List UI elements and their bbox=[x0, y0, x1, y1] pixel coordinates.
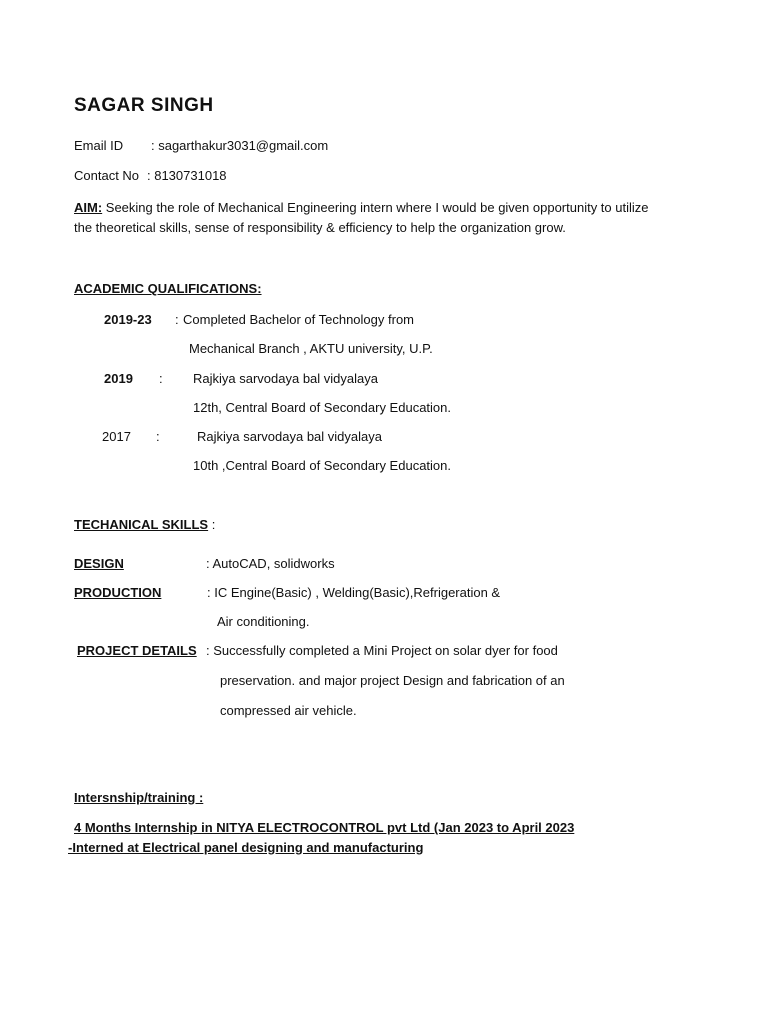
academic-separator: : bbox=[175, 312, 179, 327]
academic-detail: Rajkiya sarvodaya bal vidyalaya bbox=[197, 429, 382, 444]
production-label: PRODUCTION bbox=[74, 585, 162, 600]
project-details-value-continued: preservation. and major project Design and fabrication of an bbox=[220, 673, 565, 688]
aim-line-1 bbox=[74, 200, 649, 216]
design-label: DESIGN bbox=[74, 556, 124, 571]
production-value-continued: Air conditioning. bbox=[217, 614, 310, 629]
phone-value: : 8130731018 bbox=[147, 168, 227, 183]
skills-heading-line bbox=[74, 517, 215, 533]
academic-year: 2019-23 bbox=[104, 312, 152, 327]
academic-detail: Completed Bachelor of Technology from bbox=[183, 312, 414, 327]
internship-heading: Intersnship/training : bbox=[74, 790, 204, 805]
academic-separator: : bbox=[159, 371, 163, 386]
academic-separator: : bbox=[156, 429, 160, 444]
academic-heading: ACADEMIC QUALIFICATIONS: bbox=[74, 281, 262, 296]
project-details-label: PROJECT DETAILS bbox=[77, 643, 197, 658]
academic-detail: 12th, Central Board of Secondary Education. bbox=[193, 400, 451, 415]
design-value: : AutoCAD, solidworks bbox=[206, 556, 335, 571]
academic-detail: Rajkiya sarvodaya bal vidyalaya bbox=[193, 371, 378, 386]
academic-detail: Mechanical Branch , AKTU university, U.P. bbox=[189, 341, 433, 356]
academic-year: 2017 bbox=[102, 429, 131, 444]
project-details-value: : Successfully completed a Mini Project on solar dyer for food bbox=[206, 643, 558, 658]
internship-line: -Interned at Electrical panel designing and manufacturing bbox=[68, 840, 424, 855]
aim-label: AIM: bbox=[74, 200, 103, 215]
aim-text-1: Seeking the role of Mechanical Engineering intern where I would be given opportunity to utilize bbox=[102, 200, 649, 215]
internship-line: 4 Months Internship in NITYA ELECTROCONTROL pvt Ltd (Jan 2023 to April 2023 bbox=[74, 820, 575, 835]
skills-heading-suffix: : bbox=[208, 517, 216, 532]
email-value: : sagarthakur3031@gmail.com bbox=[151, 138, 329, 153]
production-value: : IC Engine(Basic) , Welding(Basic),Refrigeration & bbox=[207, 585, 501, 600]
skills-heading: TECHANICAL SKILLS bbox=[74, 517, 209, 532]
email-label: Email ID bbox=[74, 138, 124, 153]
project-details-value-continued: compressed air vehicle. bbox=[220, 703, 357, 718]
academic-detail: 10th ,Central Board of Secondary Education. bbox=[193, 458, 451, 473]
phone-label: Contact No bbox=[74, 168, 140, 183]
candidate-name: SAGAR SINGH bbox=[74, 95, 214, 116]
academic-year: 2019 bbox=[104, 371, 133, 386]
aim-line-2: the theoretical skills, sense of responsibility & efficiency to help the organization grow. bbox=[74, 220, 566, 235]
